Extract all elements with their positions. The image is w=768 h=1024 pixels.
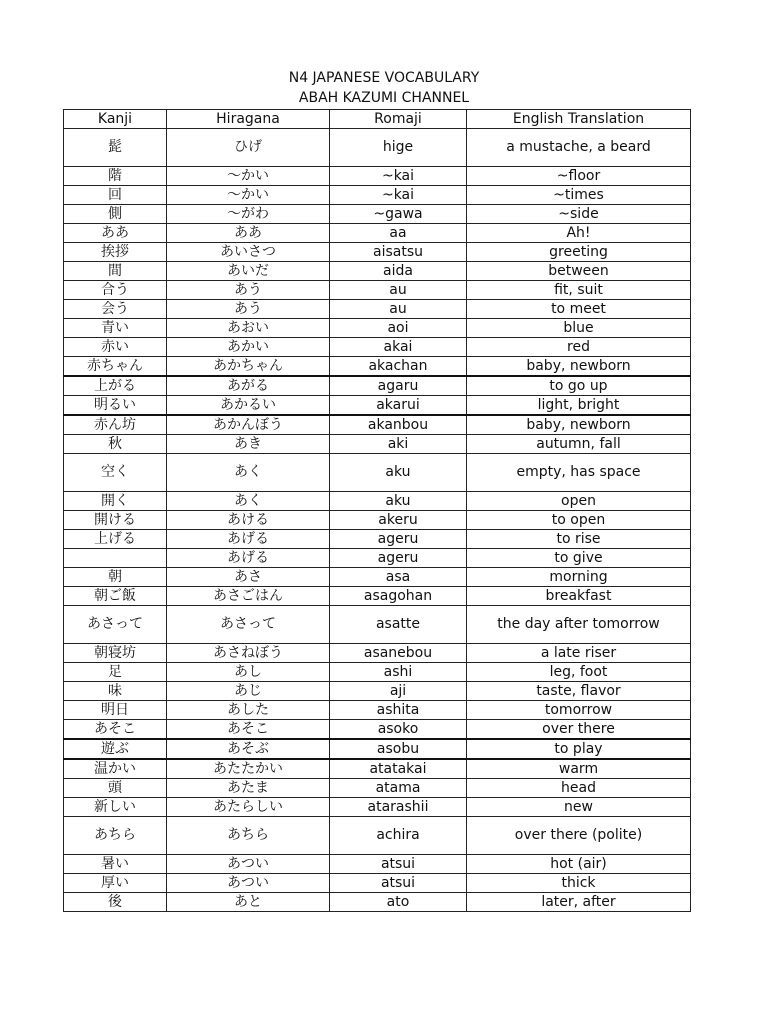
cell-hiragana: あげる	[167, 530, 330, 549]
table-row	[64, 262, 691, 281]
cell-romaji: ashita	[330, 701, 467, 720]
cell-romaji: akarui	[330, 396, 467, 416]
cell-hiragana: あかるい	[167, 396, 330, 416]
cell-kanji: 新しい	[64, 798, 167, 817]
table-row	[64, 224, 691, 243]
cell-romaji: ashi	[330, 663, 467, 682]
table-row	[64, 606, 691, 644]
table-row	[64, 281, 691, 300]
cell-hiragana: あげる	[167, 549, 330, 568]
table-row	[64, 415, 691, 435]
cell-hiragana: あかんぼう	[167, 415, 330, 435]
cell-kanji: 髭	[64, 129, 167, 167]
table-row	[64, 779, 691, 798]
table-row	[64, 319, 691, 338]
cell-english: fit, suit	[467, 281, 691, 300]
table-row	[64, 454, 691, 492]
cell-kanji: 赤ちゃん	[64, 357, 167, 377]
cell-kanji: 合う	[64, 281, 167, 300]
cell-romaji: atsui	[330, 874, 467, 893]
table-row	[64, 186, 691, 205]
cell-kanji: 暑い	[64, 855, 167, 874]
cell-romaji: akeru	[330, 511, 467, 530]
cell-english: the day after tomorrow	[467, 606, 691, 644]
table-header-row	[64, 110, 691, 129]
cell-romaji: agaru	[330, 376, 467, 396]
cell-kanji: 厚い	[64, 874, 167, 893]
cell-english: later, after	[467, 893, 691, 912]
cell-english: red	[467, 338, 691, 357]
cell-romaji: aji	[330, 682, 467, 701]
header-romaji: Romaji	[330, 110, 467, 129]
cell-romaji: aku	[330, 492, 467, 511]
cell-kanji	[64, 549, 167, 568]
cell-hiragana: あき	[167, 435, 330, 454]
cell-hiragana: ～かい	[167, 186, 330, 205]
cell-hiragana: あかい	[167, 338, 330, 357]
cell-hiragana: あがる	[167, 376, 330, 396]
cell-english: leg, foot	[467, 663, 691, 682]
cell-romaji: aa	[330, 224, 467, 243]
table-row	[64, 376, 691, 396]
cell-english: to play	[467, 739, 691, 759]
cell-english: to give	[467, 549, 691, 568]
cell-hiragana: あたま	[167, 779, 330, 798]
table-row	[64, 338, 691, 357]
table-row	[64, 759, 691, 779]
table-row	[64, 568, 691, 587]
cell-hiragana: あおい	[167, 319, 330, 338]
cell-kanji: 明日	[64, 701, 167, 720]
table-row	[64, 243, 691, 262]
cell-romaji: akai	[330, 338, 467, 357]
cell-hiragana: あける	[167, 511, 330, 530]
cell-romaji: ~kai	[330, 167, 467, 186]
cell-romaji: atatakai	[330, 759, 467, 779]
table-row	[64, 435, 691, 454]
cell-english: ~side	[467, 205, 691, 224]
header-kanji: Kanji	[64, 110, 167, 129]
table-row	[64, 663, 691, 682]
table-row	[64, 798, 691, 817]
cell-kanji: 味	[64, 682, 167, 701]
cell-english: a late riser	[467, 644, 691, 663]
cell-english: baby, newborn	[467, 415, 691, 435]
table-row	[64, 739, 691, 759]
cell-hiragana: あし	[167, 663, 330, 682]
cell-kanji: 上げる	[64, 530, 167, 549]
cell-english: head	[467, 779, 691, 798]
cell-romaji: ageru	[330, 530, 467, 549]
cell-romaji: au	[330, 300, 467, 319]
cell-romaji: aisatsu	[330, 243, 467, 262]
cell-hiragana: あそこ	[167, 720, 330, 740]
document-subtitle: ABAH KAZUMI CHANNEL	[298, 90, 470, 106]
cell-hiragana: ～がわ	[167, 205, 330, 224]
cell-hiragana: あそぶ	[167, 739, 330, 759]
cell-kanji: 青い	[64, 319, 167, 338]
table-row	[64, 357, 691, 377]
cell-english: hot (air)	[467, 855, 691, 874]
vocabulary-table	[63, 109, 691, 912]
cell-romaji: aoi	[330, 319, 467, 338]
table-row	[64, 396, 691, 416]
table-row	[64, 644, 691, 663]
cell-kanji: 階	[64, 167, 167, 186]
cell-english: between	[467, 262, 691, 281]
cell-kanji: 空く	[64, 454, 167, 492]
cell-romaji: ageru	[330, 549, 467, 568]
cell-romaji: atsui	[330, 855, 467, 874]
cell-hiragana: ああ	[167, 224, 330, 243]
cell-hiragana: あたたかい	[167, 759, 330, 779]
cell-english: taste, flavor	[467, 682, 691, 701]
cell-english: new	[467, 798, 691, 817]
cell-hiragana: あさって	[167, 606, 330, 644]
cell-english: over there (polite)	[467, 817, 691, 855]
cell-romaji: atama	[330, 779, 467, 798]
table-row	[64, 129, 691, 167]
header-hiragana: Hiragana	[167, 110, 330, 129]
table-row	[64, 874, 691, 893]
cell-kanji: 頭	[64, 779, 167, 798]
cell-hiragana: あした	[167, 701, 330, 720]
table-row	[64, 893, 691, 912]
cell-kanji: 開く	[64, 492, 167, 511]
table-row	[64, 855, 691, 874]
table-row	[64, 587, 691, 606]
table-row	[64, 720, 691, 740]
cell-english: to meet	[467, 300, 691, 319]
cell-english: ~times	[467, 186, 691, 205]
cell-english: greeting	[467, 243, 691, 262]
cell-romaji: ato	[330, 893, 467, 912]
cell-romaji: akanbou	[330, 415, 467, 435]
header-english-translation: English Translation	[467, 110, 691, 129]
cell-kanji: あちら	[64, 817, 167, 855]
cell-kanji: 赤ん坊	[64, 415, 167, 435]
cell-kanji: 会う	[64, 300, 167, 319]
cell-hiragana: あく	[167, 454, 330, 492]
cell-romaji: ~gawa	[330, 205, 467, 224]
cell-english: tomorrow	[467, 701, 691, 720]
cell-romaji: asoko	[330, 720, 467, 740]
cell-kanji: あさって	[64, 606, 167, 644]
cell-romaji: ~kai	[330, 186, 467, 205]
cell-hiragana: ～かい	[167, 167, 330, 186]
table-row	[64, 530, 691, 549]
cell-english: to rise	[467, 530, 691, 549]
cell-kanji: 足	[64, 663, 167, 682]
cell-english: light, bright	[467, 396, 691, 416]
cell-romaji: aida	[330, 262, 467, 281]
cell-romaji: au	[330, 281, 467, 300]
cell-hiragana: あたらしい	[167, 798, 330, 817]
cell-romaji: aku	[330, 454, 467, 492]
cell-kanji: 遊ぶ	[64, 739, 167, 759]
cell-hiragana: あく	[167, 492, 330, 511]
cell-hiragana: あう	[167, 300, 330, 319]
cell-hiragana: あかちゃん	[167, 357, 330, 377]
table-row	[64, 205, 691, 224]
cell-kanji: 朝ご飯	[64, 587, 167, 606]
cell-english: blue	[467, 319, 691, 338]
cell-kanji: 挨拶	[64, 243, 167, 262]
cell-english: empty, has space	[467, 454, 691, 492]
cell-hiragana: あと	[167, 893, 330, 912]
table-row	[64, 511, 691, 530]
cell-hiragana: あさ	[167, 568, 330, 587]
document-title: N4 JAPANESE VOCABULARY	[288, 70, 480, 86]
cell-english: to go up	[467, 376, 691, 396]
cell-english: breakfast	[467, 587, 691, 606]
cell-kanji: 赤い	[64, 338, 167, 357]
cell-english: open	[467, 492, 691, 511]
cell-english: to open	[467, 511, 691, 530]
cell-kanji: 明るい	[64, 396, 167, 416]
cell-kanji: 朝寝坊	[64, 644, 167, 663]
cell-kanji: あそこ	[64, 720, 167, 740]
cell-romaji: asagohan	[330, 587, 467, 606]
cell-romaji: atarashii	[330, 798, 467, 817]
cell-kanji: 開ける	[64, 511, 167, 530]
cell-kanji: 間	[64, 262, 167, 281]
cell-english: warm	[467, 759, 691, 779]
table-row	[64, 817, 691, 855]
cell-english: baby, newborn	[467, 357, 691, 377]
cell-hiragana: あいさつ	[167, 243, 330, 262]
cell-hiragana: あさねぼう	[167, 644, 330, 663]
cell-english: morning	[467, 568, 691, 587]
cell-hiragana: あつい	[167, 855, 330, 874]
cell-kanji: 側	[64, 205, 167, 224]
cell-hiragana: あつい	[167, 874, 330, 893]
cell-kanji: 朝	[64, 568, 167, 587]
cell-kanji: ああ	[64, 224, 167, 243]
cell-kanji: 回	[64, 186, 167, 205]
cell-hiragana: あいだ	[167, 262, 330, 281]
cell-hiragana: あさごはん	[167, 587, 330, 606]
cell-romaji: asanebou	[330, 644, 467, 663]
cell-romaji: achira	[330, 817, 467, 855]
cell-hiragana: ひげ	[167, 129, 330, 167]
cell-hiragana: あう	[167, 281, 330, 300]
vocabulary-table-body	[64, 129, 691, 912]
cell-romaji: asobu	[330, 739, 467, 759]
cell-romaji: asa	[330, 568, 467, 587]
cell-english: a mustache, a beard	[467, 129, 691, 167]
cell-kanji: 上がる	[64, 376, 167, 396]
table-row	[64, 300, 691, 319]
cell-english: Ah!	[467, 224, 691, 243]
table-row	[64, 682, 691, 701]
cell-kanji: 秋	[64, 435, 167, 454]
cell-english: autumn, fall	[467, 435, 691, 454]
cell-hiragana: あちら	[167, 817, 330, 855]
cell-romaji: hige	[330, 129, 467, 167]
table-row	[64, 492, 691, 511]
cell-romaji: asatte	[330, 606, 467, 644]
table-row	[64, 167, 691, 186]
cell-english: ~floor	[467, 167, 691, 186]
table-row	[64, 549, 691, 568]
cell-kanji: 温かい	[64, 759, 167, 779]
cell-romaji: akachan	[330, 357, 467, 377]
cell-romaji: aki	[330, 435, 467, 454]
table-row	[64, 701, 691, 720]
cell-hiragana: あじ	[167, 682, 330, 701]
cell-english: thick	[467, 874, 691, 893]
cell-kanji: 後	[64, 893, 167, 912]
cell-english: over there	[467, 720, 691, 740]
